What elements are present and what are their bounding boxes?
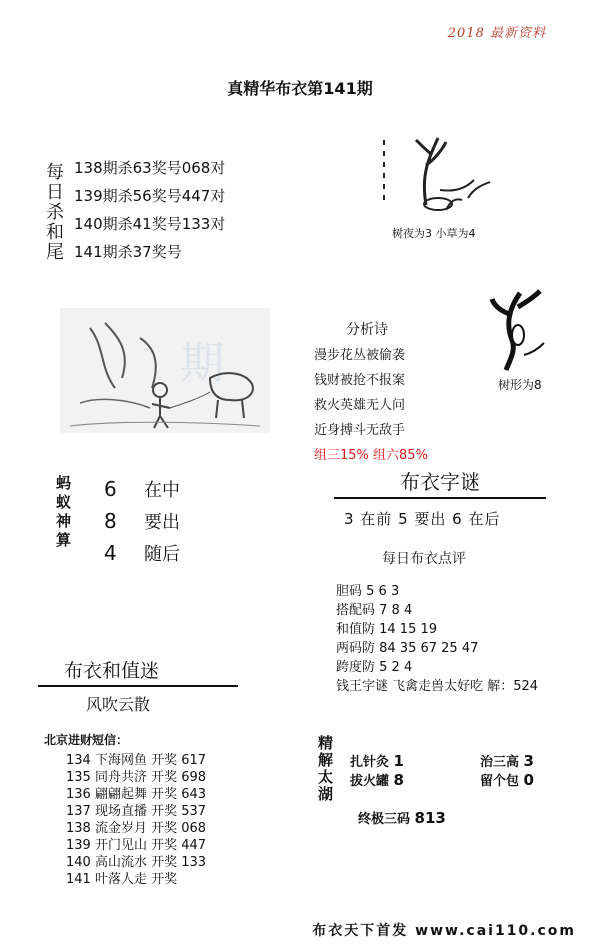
ant-row bbox=[104, 506, 180, 538]
list-item: 138 流金岁月 开奖 068 bbox=[66, 821, 207, 836]
jingjie-cell bbox=[350, 751, 404, 770]
jingjie-text: 留个包 bbox=[480, 774, 520, 789]
group-percent: 组三15% 组六85% bbox=[314, 448, 428, 463]
list-item: 139期杀56奖号447对 bbox=[74, 187, 226, 205]
poem-line: 钱财被抢不报案 bbox=[314, 373, 406, 388]
jingjie-text: 拔火罐 bbox=[350, 774, 390, 789]
ant-text: 在中 bbox=[144, 480, 180, 501]
year-tag: 2018 最新资料 bbox=[447, 26, 546, 41]
comment-line: 跨度防 5 2 4 bbox=[336, 660, 413, 675]
poem-line: 救火英雄无人问 bbox=[314, 398, 406, 413]
jingjie-num: 3 bbox=[523, 752, 534, 770]
tree-shape-picture bbox=[478, 285, 558, 375]
daily-list bbox=[74, 154, 225, 266]
riddle-text: 3 在前 5 要出 6 在后 bbox=[344, 510, 501, 528]
beijing-list bbox=[66, 752, 206, 888]
jingjie-num: 1 bbox=[393, 752, 404, 770]
tree-shape-caption: 树形为8 bbox=[498, 378, 542, 392]
page-title: 真精华布衣第141期 bbox=[227, 79, 373, 98]
ant-num: 4 bbox=[104, 541, 117, 565]
jingjie-label: 精解太湖 bbox=[316, 735, 334, 803]
ant-label: 蚂蚁神算 bbox=[54, 475, 72, 551]
tree-night-picture bbox=[376, 130, 506, 225]
beijing-label: 北京进财短信： bbox=[44, 733, 129, 747]
jingjie-num: 0 bbox=[523, 771, 534, 789]
list-item: 136 翩翩起舞 开奖 643 bbox=[66, 787, 207, 802]
jingjie-final bbox=[358, 808, 446, 827]
tree-night-caption: 树夜为3 小草为4 bbox=[392, 227, 476, 240]
list-item: 140期杀41奖号133对 bbox=[74, 215, 226, 233]
svg-text:期: 期 bbox=[180, 338, 224, 389]
sum-riddle-title: 布衣和值迷 bbox=[38, 656, 238, 687]
riddle-title: 布衣字谜 bbox=[334, 466, 546, 499]
jingjie-cell bbox=[480, 770, 534, 789]
poem-title: 分析诗 bbox=[346, 322, 388, 338]
jingjie-text: 扎针灸 bbox=[350, 755, 390, 770]
ant-text: 要出 bbox=[144, 512, 180, 533]
comment-title: 每日布衣点评 bbox=[382, 551, 466, 567]
ant-rows bbox=[104, 474, 180, 570]
comment-line: 搭配码 7 8 4 bbox=[336, 603, 413, 618]
comment-line: 钱王字谜 飞禽走兽太好吃 解：524 bbox=[336, 679, 539, 694]
list-item: 138期杀63奖号068对 bbox=[74, 159, 226, 177]
jingjie-text: 终极三码 bbox=[358, 812, 411, 827]
sum-riddle-answer: 风吹云散 bbox=[86, 695, 151, 714]
list-item: 137 现场直播 开奖 537 bbox=[66, 804, 207, 819]
list-item: 141期杀37奖号 bbox=[74, 243, 182, 261]
list-item: 134 下海网鱼 开奖 617 bbox=[66, 753, 207, 768]
poem-line: 近身搏斗无敌手 bbox=[314, 423, 406, 438]
poem-line: 漫步花丛被偷袭 bbox=[314, 348, 406, 363]
analysis-poem bbox=[314, 318, 428, 468]
jingjie-text: 治三高 bbox=[480, 755, 520, 770]
jingjie-cell bbox=[350, 770, 404, 789]
ant-num: 8 bbox=[104, 509, 117, 533]
list-item: 139 开门见山 开奖 447 bbox=[66, 838, 207, 853]
list-item: 140 高山流水 开奖 133 bbox=[66, 855, 207, 870]
list-item: 141 叶落人走 开奖 bbox=[66, 872, 178, 887]
daily-label: 每日杀和尾 bbox=[43, 162, 64, 262]
ant-text: 随后 bbox=[144, 544, 180, 565]
jingjie-num: 8 bbox=[393, 771, 404, 789]
ant-row bbox=[104, 538, 180, 570]
list-item: 135 同舟共济 开奖 698 bbox=[66, 770, 207, 785]
jingjie-num: 813 bbox=[414, 809, 446, 827]
comment-list bbox=[336, 582, 538, 696]
jingjie-cell bbox=[480, 751, 534, 770]
comment-line: 两码防 84 35 67 25 47 bbox=[336, 641, 479, 656]
ant-num: 6 bbox=[104, 477, 117, 501]
comment-line: 和值防 14 15 19 bbox=[336, 622, 438, 637]
ink-illustration bbox=[60, 308, 270, 433]
footer-site: 布衣天下首发 www.cai110.com bbox=[312, 923, 576, 939]
comment-line: 胆码 5 6 3 bbox=[336, 584, 400, 599]
ant-row bbox=[104, 474, 180, 506]
